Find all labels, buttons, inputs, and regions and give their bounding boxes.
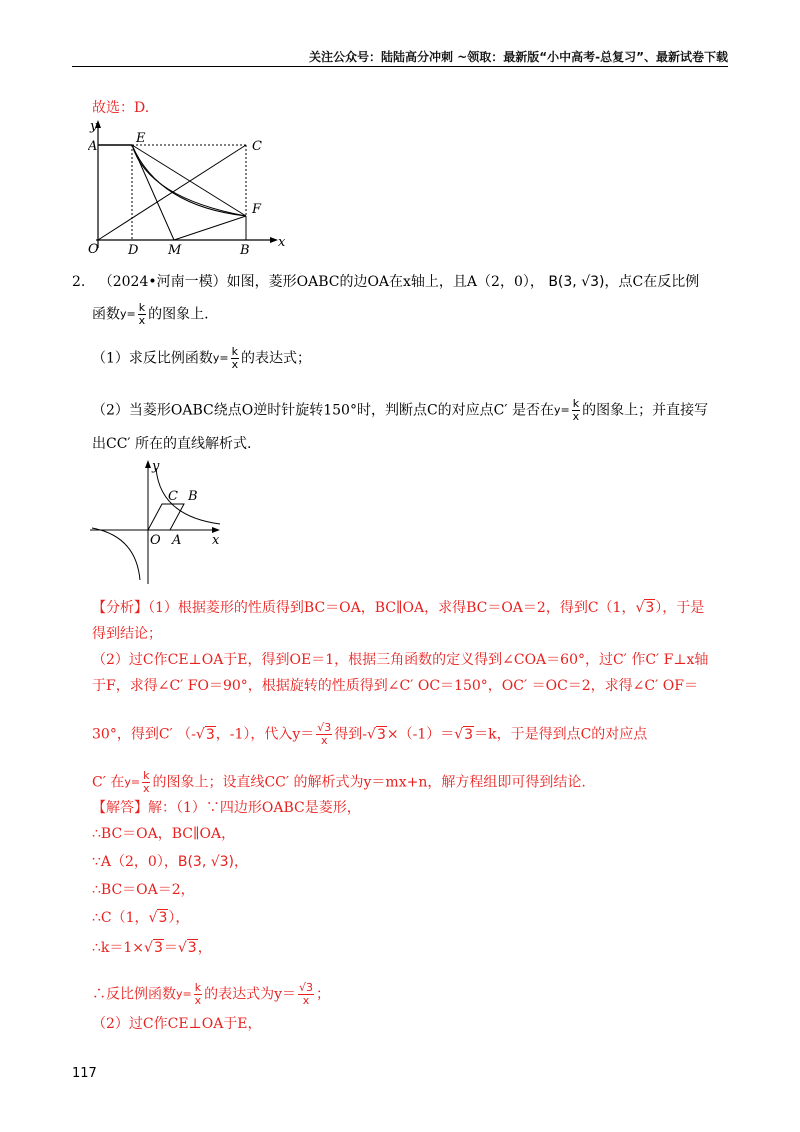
- q2-p2-post: 的图象上；并直接写: [582, 402, 709, 419]
- fig2-label-x: x: [212, 533, 220, 548]
- frac-num: k: [231, 345, 239, 358]
- solution-s7-a: ∴反比例函数: [92, 986, 176, 1003]
- page-number: 117: [72, 1066, 97, 1081]
- k-over-x-fraction: [138, 302, 146, 327]
- q2-p2-pre: （2）当菱形OABC绕点O逆时针旋转150°时，判断点C的对应点C′ 是否在: [92, 402, 555, 419]
- q2-part-2: [92, 398, 708, 423]
- solution-s6-a: ∴k＝1×: [92, 940, 145, 956]
- solution-line-4: ∴BC＝OA＝2，: [92, 882, 195, 898]
- k-over-x-fraction: [572, 398, 580, 423]
- frac-den: x: [143, 782, 150, 795]
- analysis-line-1: [92, 598, 704, 618]
- solution-line-3: [92, 852, 248, 872]
- fig2-label-C: C: [168, 489, 178, 504]
- solution-line-1: 【解答】解：（1）∵四边形OABC是菱形，: [92, 800, 361, 816]
- fig1-label-y: y: [90, 119, 98, 134]
- frac-num: √3: [317, 721, 332, 734]
- frac-den: x: [572, 410, 580, 423]
- analysis-l1-pre: 【分析】（1）根据菱形的性质得到BC＝OA，BC∥OA，求得BC＝OA＝2，得到C（1，: [92, 600, 636, 616]
- solution-line-7: [92, 982, 330, 1007]
- k-over-x-fraction: [142, 770, 150, 795]
- sqrt3: √3: [144, 940, 163, 956]
- frac-num: k: [138, 301, 146, 314]
- solution-line-6: [92, 938, 212, 958]
- solution-s5-b: ），: [168, 910, 190, 926]
- q2-number: 2.: [72, 274, 86, 290]
- sqrt3: √3: [367, 726, 386, 743]
- frac-num: k: [194, 981, 202, 994]
- fig1-label-x: x: [278, 235, 286, 250]
- sqrt3: √3: [635, 600, 655, 616]
- solution-s6-c: ，: [197, 940, 212, 956]
- solution-s6-b: ＝: [163, 940, 178, 956]
- solution-s7-b: 的表达式为y＝: [204, 986, 297, 1003]
- frac-den: x: [194, 994, 202, 1007]
- analysis-line-6: [92, 770, 586, 795]
- analysis-l5-a: 30°，得到C′ （-: [92, 726, 196, 743]
- figure-2-diagram: [88, 458, 228, 586]
- fig2-label-O: O: [150, 533, 161, 548]
- analysis-l5-c: 得到-: [334, 726, 368, 743]
- solution-s7-c: ；: [316, 986, 331, 1003]
- analysis-l5-e: ＝k，于是得到点C的对应点: [474, 726, 648, 743]
- fig2-label-B: B: [188, 489, 198, 504]
- k-over-x-fraction: [231, 346, 239, 371]
- frac-num: k: [572, 397, 580, 410]
- sqrt3-radicand: 3: [464, 726, 474, 743]
- sqrt3-radicand: 3: [153, 940, 163, 956]
- solution-line-8: （2）过C作CE⊥OA于E，: [92, 1016, 262, 1032]
- fig2-label-y: y: [152, 459, 160, 474]
- q2-line-1: [72, 272, 699, 292]
- frac-yeq: y=: [554, 403, 570, 417]
- q2-l2-pre: 函数: [92, 306, 120, 323]
- fig1-label-C: C: [252, 139, 262, 154]
- sqrt3-radicand: 3: [645, 600, 655, 616]
- previous-answer: 故选：D.: [92, 100, 150, 116]
- sqrt3-radicand: 3: [187, 940, 197, 956]
- analysis-line-5: [92, 722, 647, 747]
- q2-intro-tail: ，点C在反比例: [604, 274, 700, 290]
- frac-den: x: [138, 314, 146, 327]
- q2-p1-post: 的表达式；: [241, 350, 312, 367]
- fig1-label-F: F: [252, 202, 262, 217]
- header-rule: [72, 66, 728, 67]
- frac-den: x: [231, 358, 239, 371]
- frac-yeq: y=: [176, 987, 192, 1001]
- sqrt3: √3: [195, 726, 215, 743]
- q2-intro: （2024•河南一模）如图，菱形OABC的边OA在x轴上，且A（2，0），: [98, 274, 544, 290]
- analysis-l6-a: C′ 在: [92, 774, 125, 791]
- analysis-l5-d: ×（-1）＝: [386, 726, 455, 743]
- sqrt3-radicand: 3: [205, 726, 215, 743]
- frac-num: k: [143, 769, 150, 782]
- analysis-l5-b: ，-1），代入y＝: [215, 726, 315, 743]
- sqrt3-over-x-fraction: [316, 722, 332, 747]
- frac-num: √3: [299, 981, 314, 994]
- fig2-label-A: A: [172, 533, 182, 548]
- analysis-line-4: 于F，求得∠C′ FO＝90°，根据旋转的性质得到∠C′ OC＝150°，OC′ ＝OC＝2，求得∠C′ OF＝: [92, 678, 698, 694]
- fig1-label-B: B: [240, 243, 250, 258]
- fig1-label-O: O: [88, 242, 99, 257]
- sqrt3: √3: [148, 910, 168, 926]
- q2-line-2: [92, 302, 209, 327]
- fig1-label-A: A: [88, 139, 98, 154]
- q2-part-1: [92, 346, 311, 371]
- solution-line-5: [92, 908, 189, 928]
- q2-part-2-line-2: 出CC′ 所在的直线解析式.: [92, 436, 252, 452]
- q2-l2-post: 的图象上.: [148, 306, 209, 323]
- frac-den: x: [302, 994, 310, 1007]
- q2-p1-pre: （1）求反比例函数: [92, 350, 213, 367]
- analysis-line-2: 得到结论；: [92, 626, 162, 642]
- sqrt3-radicand: 3: [306, 981, 314, 994]
- sqrt3-over-x-fraction: [298, 982, 314, 1007]
- q2-b-point: B(3, √3): [548, 274, 605, 290]
- fig1-label-D: D: [128, 243, 139, 258]
- solution-s3-c: ，: [234, 854, 249, 870]
- solution-s5-a: ∴C（1，: [92, 910, 149, 926]
- solution-s3-a: ∵A（2，0），: [92, 854, 178, 870]
- analysis-line-3: （2）过C作CE⊥OA于E，得到OE＝1，根据三角函数的定义得到∠COA＝60°，过C′ 作C′ F⊥x轴: [92, 652, 709, 668]
- frac-yeq: y=: [212, 351, 229, 365]
- solution-line-2: ∴BC＝OA，BC∥OA，: [92, 826, 236, 842]
- sqrt3-radicand: 3: [376, 726, 386, 743]
- fig1-label-E: E: [136, 131, 146, 146]
- fig1-label-M: M: [168, 243, 182, 258]
- page-header: 关注公众号：陆陆高分冲刺 ~领取：最新版“小中高考-总复习”、最新试卷下载: [309, 50, 728, 64]
- frac-den: x: [321, 734, 328, 747]
- frac-yeq: y=: [120, 307, 136, 321]
- sqrt3: √3: [177, 940, 197, 956]
- k-over-x-fraction: [194, 982, 202, 1007]
- sqrt3-radicand: 3: [158, 910, 168, 926]
- frac-yeq: y=: [124, 775, 141, 789]
- figure-1-diagram: [88, 118, 288, 258]
- sqrt3: √3: [454, 726, 474, 743]
- analysis-l1-post: ），于是: [655, 600, 705, 616]
- analysis-l6-b: 的图象上；设直线CC′ 的解析式为y＝mx+n，解方程组即可得到结论.: [152, 774, 586, 791]
- solution-b-point: B(3, √3): [177, 854, 235, 870]
- sqrt3-radicand: 3: [324, 721, 332, 734]
